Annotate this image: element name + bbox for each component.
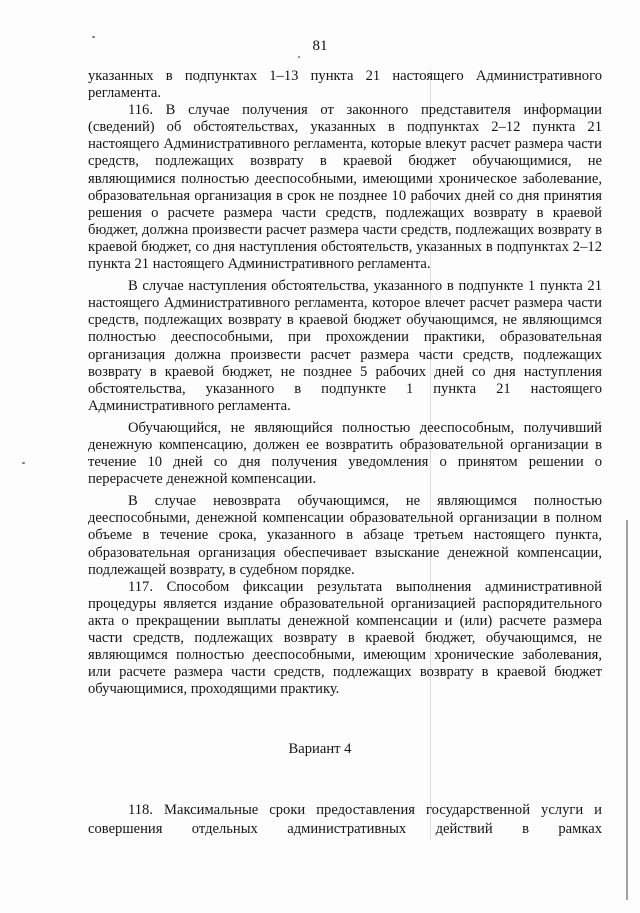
section-heading: Вариант 4 <box>288 741 352 757</box>
paragraph: В случае наступления обстоятельства, указанного в подпункте 1 пункта 21 настоящего Административного регламента, которое влечет расчет размера части средств, подлежащих возврату в краевой бюджет обучающимся, не являющимся полностью дееспособными, при прохождении практики, образовательная организация должна произвести расчет размера части средств, подлежащих возврату в краевой бюджет, не позднее 5 рабочих дней со дня наступления обстоятельства, указанного в подпункте 1 пункта 21 настоящего Административного регламента. <box>88 278 602 414</box>
paragraph: указанных в подпунктах 1–13 пункта 21 настоящего Административного регламента. <box>88 68 602 102</box>
paragraph: Обучающийся, не являющийся полностью дееспособным, получивший денежную компенсацию, должен ее возвратить образовательной организации в течение 10 дней со дня получения уведомления о принятом решении о перерасчете денежной компенсации. <box>88 419 602 488</box>
paragraph: 116. В случае получения от законного представителя информации (сведений) об обстоятельствах, указанных в подпунктах 2–12 пункта 21 настоящего Административного регламента, которые влекут расчет размера части средств, подлежащих возврату в краевой бюджет обучающимися, не являющимися полностью дееспособными, имеющими хроническое заболевание, образовательная организация в срок не позднее 10 рабочих дней со дня принятия решения о расчете размера части средств, подлежащих возврату в краевой бюджет, должна произвести расчет размера части средств, подлежащих возврату в краевой бюджет, со дня наступления обстоятельств, указанных в подпунктах 2–12 пункта 21 настоящего Административного регламента. <box>88 102 602 273</box>
scan-speck <box>298 56 300 58</box>
paragraph-118 <box>88 801 602 839</box>
body-text <box>88 68 602 698</box>
page-number: 81 <box>312 38 328 54</box>
paragraph-118-text: 118. Максимальные сроки предоставления государственной услуги и совершения отдельных административных действий в рамках <box>88 801 602 837</box>
scan-speck <box>22 462 25 464</box>
paragraph: В случае невозврата обучающимся, не являющимся полностью дееспособными, денежной компенсации образовательной организации в полном объеме в течение срока, указанного в абзаце третьем настоящего пункта, образовательная организация обеспечивает взыскание денежной компенсации, подлежащей возврату, в судебном порядке. <box>88 493 602 578</box>
scan-edge-shadow <box>626 520 628 900</box>
paragraph: 117. Способом фиксации результата выполнения административной процедуры является издание образовательной организацией распорядительного акта о прекращении выплаты денежной компенсации и (или) расчете размера части средств, подлежащих возврату в краевой бюджет, обучающимся, не являющимся полностью дееспособными, имеющим хронические заболевания, или расчете размера части средств, подлежащих возврату в краевой бюджет обучающимися, проходящими практику. <box>88 578 602 698</box>
